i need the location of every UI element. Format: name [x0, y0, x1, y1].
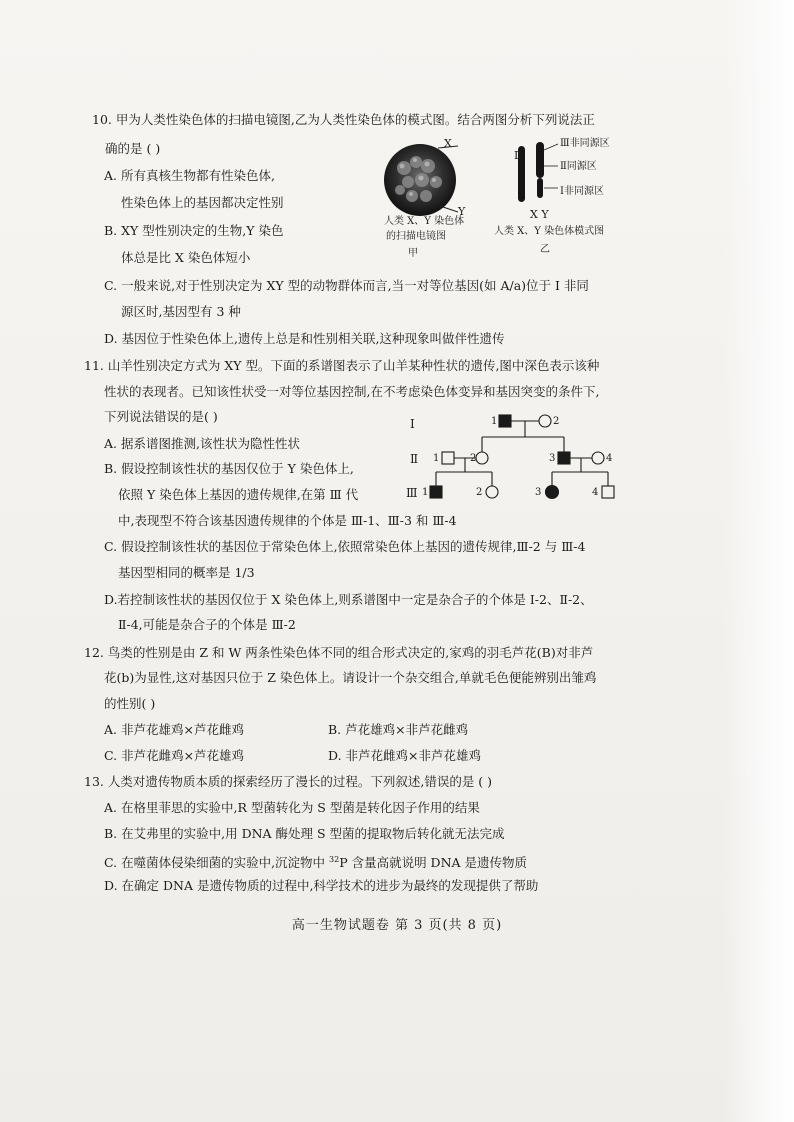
- pedigree-gen-iii-label: Ⅲ: [406, 486, 418, 500]
- q13-stem: 13. 人类对遗传物质本质的探索经历了漫长的过程。下列叙述,错误的是 ( ): [84, 774, 493, 789]
- q12-stem-line3: 的性别( ): [104, 696, 156, 711]
- pedigree-num-iii4: 4: [592, 487, 599, 498]
- q10-option-d: D. 基因位于性染色体上,遗传上总是和性别相关联,这种现象叫做伴性遗传: [104, 331, 505, 346]
- page-footer: 高一生物试题卷 第 3 页(共 8 页): [291, 918, 503, 933]
- q13-option-c-isotope: 32: [329, 855, 340, 864]
- pedigree-i-1-affected-male: [499, 415, 511, 427]
- pedigree-num-ii2: 2: [470, 453, 477, 464]
- pedigree-num-i1: 1: [491, 416, 498, 427]
- model-label-xy: X Y: [530, 208, 549, 221]
- q13-option-d: D. 在确定 DNA 是遗传物质的过程中,科学技术的进步为最终的发现提供了帮助: [104, 878, 539, 893]
- model-caption-label: 乙: [540, 244, 550, 255]
- q13-option-c-pre: C. 在噬菌体侵染细菌的实验中,沉淀物中: [104, 855, 330, 871]
- scan-edge: [724, 0, 794, 1122]
- q13-option-c-post: P 含量高就说明 DNA 是遗传物质: [339, 855, 528, 871]
- q10-option-a1: A. 所有真核生物都有性染色体,: [104, 168, 275, 183]
- pedigree-ii-4-female: [592, 452, 604, 464]
- sem-label-x: X: [444, 137, 452, 150]
- model-label-i-region: Ⅰ非同源区: [560, 186, 604, 197]
- q13-option-a: A. 在格里菲思的实验中,R 型菌转化为 S 型菌是转化因子作用的结果: [104, 800, 480, 815]
- pedigree-ii-1-male: [442, 452, 454, 464]
- pedigree-num-iii3: 3: [535, 487, 542, 498]
- q10-option-b1: B. XY 型性别决定的生物,Y 染色: [104, 223, 284, 238]
- model-caption-line1: 人类 X、Y 染色体模式图: [494, 226, 605, 237]
- q11-option-b3: 中,表现型不符合该基因遗传规律的个体是 Ⅲ-1、Ⅲ-3 和 Ⅲ-4: [118, 513, 457, 528]
- pedigree-gen-i-label: Ⅰ: [410, 417, 415, 431]
- q11-option-c2: 基因型相同的概率是 1/3: [118, 565, 255, 580]
- pedigree-ii-3-affected-male: [558, 452, 570, 464]
- q10-stem-line2: 确的是 ( ): [105, 141, 161, 156]
- q12-option-d: D. 非芦花雌鸡×非芦花雄鸡: [328, 748, 481, 763]
- model-label-ii: Ⅱ: [514, 149, 522, 162]
- q12-option-c: C. 非芦花雌鸡×芦花雄鸡: [104, 748, 245, 763]
- q11-option-d1: D.若控制该性状的基因仅位于 X 染色体上,则系谱图中一定是杂合子的个体是 Ⅰ-2、Ⅱ-2、: [104, 592, 593, 607]
- q13-option-b: B. 在艾弗里的实验中,用 DNA 酶处理 S 型菌的提取物后转化就无法完成: [104, 826, 505, 841]
- pedigree-gen-ii-label: Ⅱ: [410, 452, 419, 466]
- q10-option-a2: 性染色体上的基因都决定性别: [121, 195, 284, 210]
- q11-stem-line3: 下列说法错误的是( ): [104, 409, 218, 424]
- q11-option-c1: C. 假设控制该性状的基因位于常染色体上,依照常染色体上基因的遗传规律,Ⅲ-2 与 Ⅲ-4: [104, 539, 586, 554]
- q10-stem-line1: 10. 甲为人类性染色体的扫描电镜图,乙为人类性染色体的模式图。结合两图分析下列说法正: [92, 112, 595, 127]
- q10-option-c1: C. 一般来说,对于性别决定为 XY 型的动物群体而言,当一对等位基因(如 A/a)位于 Ⅰ 非同: [104, 278, 589, 293]
- model-label-ii-region: Ⅱ同源区: [560, 161, 597, 172]
- q11-option-d2: Ⅱ-4,可能是杂合子的个体是 Ⅲ-2: [118, 617, 296, 632]
- q13-option-c: [104, 852, 527, 871]
- q11-stem-line2: 性状的表现者。已知该性状受一对等位基因控制,在不考虑染色体变异和基因突变的条件下,: [104, 384, 600, 399]
- pedigree-num-ii3: 3: [549, 453, 556, 464]
- sem-caption-label: 甲: [408, 248, 418, 259]
- q10-option-b2: 体总是比 X 染色体短小: [121, 250, 251, 265]
- pedigree-num-iii2: 2: [476, 487, 483, 498]
- q11-option-a: A. 据系谱图推测,该性状为隐性性状: [104, 436, 300, 451]
- q10-option-c2: 源区时,基因型有 3 种: [121, 304, 241, 319]
- pedigree-iii-1-affected-male: [430, 486, 442, 498]
- q12-stem-line2: 花(b)为显性,这对基因只位于 Z 染色体上。请设计一个杂交组合,单就毛色便能辨别出雏鸡: [104, 670, 597, 685]
- q11-option-b2: 依照 Y 染色体上基因的遗传规律,在第 Ⅲ 代: [118, 487, 359, 502]
- q12-option-a: A. 非芦花雄鸡×芦花雌鸡: [104, 722, 244, 737]
- pedigree-iii-4-male: [602, 486, 614, 498]
- q11-stem-line1: 11. 山羊性别决定方式为 XY 型。下面的系谱图表示了山羊某种性状的遗传,图中深色表示该种: [84, 358, 600, 373]
- pedigree-num-iii1: 1: [422, 487, 429, 498]
- pedigree-num-i2: 2: [553, 416, 560, 427]
- sem-chromosome-image: [382, 137, 464, 220]
- model-label-iii-region: Ⅲ非同源区: [560, 138, 610, 149]
- pedigree-iii-2-female: [486, 486, 498, 498]
- pedigree-num-ii4: 4: [606, 453, 613, 464]
- pedigree-i-2-female: [539, 415, 551, 427]
- pedigree-iii-3-affected-female: [546, 486, 559, 499]
- sem-caption-line1: 人类 X、Y 染色体: [384, 216, 465, 227]
- sem-caption-line2: 的扫描电镜图: [386, 231, 446, 242]
- pedigree-ii-2-female: [476, 452, 488, 464]
- q12-stem-line1: 12. 鸟类的性别是由 Z 和 W 两条性染色体不同的组合形式决定的,家鸡的羽毛芦花(B)对非芦: [84, 645, 594, 660]
- q11-option-b1: B. 假设控制该性状的基因仅位于 Y 染色体上,: [104, 461, 354, 476]
- q12-option-b: B. 芦花雄鸡×非芦花雌鸡: [328, 722, 469, 737]
- pedigree-num-ii1: 1: [433, 453, 440, 464]
- sem-label-y: Y: [458, 205, 466, 218]
